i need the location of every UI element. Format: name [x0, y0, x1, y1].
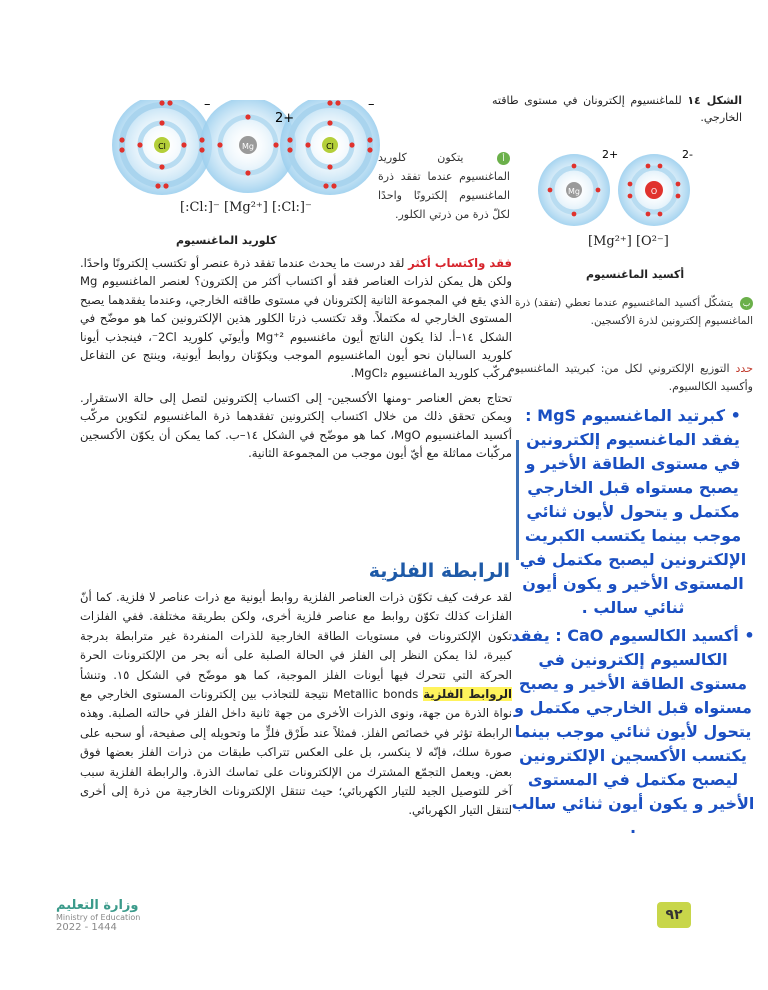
- paragraph: [80, 254, 512, 383]
- handwritten-note: [510, 404, 756, 620]
- bullet-icon: •: [730, 406, 741, 425]
- note-number: ب: [740, 297, 753, 310]
- paragraph-text: لقد درست ما يحدث عندما تفقد ذرة عنصر أو تكتسب إلكترونًا واحدًا. ولكن هل يمكن لذرات العناصر فقد أو اكتساب أكثر من إلكترون؟ لعنصر الماغنسيوم Mg الذي يقع في المجموعة الثانية إلكترونان في مستوى طاقته الخارجي، وعندما يفقدهما يصبح المستوى الخارجي له مكتملاً. وقد تكتسب ذرتا الكلور هذين الإلكترونين كما هو موضّح في الشكل ١٤–أ. لذا يكون الناتج أيون ماغنسيوم Mg⁺² وأيونَي كلوريد 2Cl⁻، فينجذب أيونا كلوريد السالبان نحو أيون الماغنسيوم الموجب ويكوّنان روابط أيونية، وينتج عن التفاعل مركّب كلوريد الماغنسيوم MgCl₂.: [80, 256, 512, 381]
- figure-label: الشكل ١٤: [687, 94, 743, 107]
- atom-symbol: O: [650, 187, 658, 196]
- note-text: أكسيد الكالسيوم CaO : يفقد الكالسيوم إلكترونين في مستوى الطاقة الأخير و يصبح مستواه قبل الخارجي مكتمل و يتحول لأيون ثنائي موجب بينما يكتسب الأكسجين الإلكترونين ليصبح مكتمل في المستوى الأخير و يكون أيون ثنائي سالب .: [511, 626, 755, 837]
- mgo-formula: [Mg²⁺] [O²⁻]: [588, 234, 669, 249]
- handwritten-note: [510, 624, 756, 840]
- note-b-text: يتشكّل أكسيد الماغنسيوم عندما تعطي (تفقد) ذرة الماغنسيوم إلكترونين لذرة الأكسجين.: [515, 297, 753, 327]
- task-verb: حدد: [735, 362, 754, 375]
- figure-note-b: [515, 294, 753, 330]
- handwritten-notes: [510, 404, 756, 840]
- page-number: ٩٢: [657, 902, 691, 928]
- paragraph: تحتاج بعض العناصر -ومنها الأكسجين- إلى اكتساب إلكترونين لتصل إلى حالة الاستقرار. ويمكن تحقق ذلك من خلال اكتساب إلكترونين تفقدهما ذرة الماغنسيوم لتكوين مركّب أكسيد الماغنسيوم MgO، كما هو موضّح في الشكل ١٤–ب. كما يمكن أن يكوّن الأكسجين مركّبات مماثلة مع أيّ أيون موجب من المجموعة الثانية.: [80, 390, 512, 461]
- ministry-logo: [56, 898, 140, 933]
- charge-label: 2+: [602, 148, 619, 161]
- ministry-year: 2022 - 1444: [56, 922, 117, 933]
- charge-label: –: [204, 100, 211, 112]
- paragraph-text: نتيجة للتجاذب بين إلكترونات المستوى الخارجي مع نواة الذرة من جهة، ونوى الذرات الأخرى من جهة ثانية داخل الفلز في حالته الصلبة. وهذه الرابطة تؤثر في خصائص الفلز. فمثلاً عند طَرْق فلزٍّ ما وتحويله إلى صفيحة، أو سحبه على صورة سلك، فإنّه لا ينكسر، بل على العكس تتراكب طبقات من ذرات الفلز بعضها فوق بعض. ويعمل التجمّع المشترك من الإلكترونات على تماسك الذرة. والرابطة الفلزية سبب آخر للتوصيل الجيد للتيار الكهربائي؛ حيث تنتقل الإلكترونات الخارجية من ذرة إلى أخرى لتنقل التيار الكهربائي.: [80, 687, 512, 818]
- bullet-icon: •: [744, 626, 755, 645]
- ministry-name-ar: وزارة التعليم: [56, 898, 139, 913]
- task-text: التوزيع الإلكتروني لكل من: كبريتيد الماغنسيوم وأكسيد الكالسيوم.: [508, 362, 753, 393]
- atom-symbol: Cl: [326, 142, 334, 151]
- magnesium-oxide-diagram: [532, 148, 702, 228]
- section-text: [80, 588, 512, 821]
- term-english: Metallic bonds: [333, 687, 419, 702]
- figure-caption: [492, 92, 742, 126]
- magnesium-chloride-diagram: [100, 100, 400, 210]
- figure-note-a: [378, 148, 510, 224]
- main-text: [80, 254, 512, 468]
- atom-symbol: Cl: [158, 142, 166, 151]
- figure-caption-text: للماغنسيوم إلكترونان في مستوى طاقته الخارجي.: [492, 94, 742, 124]
- mgo-label: أكسيد الماغنسيوم: [586, 268, 685, 281]
- charge-label: 2+: [275, 111, 295, 126]
- atom-symbol: Mg: [242, 142, 254, 151]
- atom-symbol: Mg: [568, 187, 580, 196]
- task-prompt: [508, 360, 753, 396]
- mgcl2-formula: [:Cl:]⁻ [Mg²⁺] [:Cl:]⁻: [180, 200, 312, 215]
- note-a-text: يتكون كلوريد الماغنسيوم عندما تفقد ذرة الماغنسيوم إلكترونًا واحدًا لكلّ ذرة من ذرتي الكلور.: [378, 151, 510, 221]
- paragraph-text: لقد عرفت كيف تكوّن ذرات العناصر الفلزية روابط أيونية مع ذرات عناصر لا فلزية. كما أنّ الفلزات كذلك تكوّن روابط مع عناصر فلزية أخرى، ولكن بطريقة مختلفة. ففي الفلزات تكون الإلكترونات في مستويات الطاقة الخارجية للذرات المنفردة غير مترابطة بدرجة كبيرة، لذا يمكن النظر إلى الفلز في الحالة الصلبة على أنه بحر من الإلكترونات الحرة الحركة التي تتحرك فيها أيونات الفلز الموجبة، كما هو موضّح في الشكل ١٥. وتنشأ: [80, 590, 512, 682]
- note-text: كبرتيد الماغنسيوم MgS : يفقد الماغنسيوم إلكترونين في مستوى الطاقة الأخير و يصبح مستواه قبل الخارجي مكتمل و يتحول لأيون ثنائي موجب بينما يكتسب الكبريت الإلكترونين ليصبح مكتمل في المستوى الأخير و يكون أيون ثنائي سالب .: [519, 406, 747, 617]
- charge-label: 2-: [682, 148, 693, 161]
- note-number: أ: [497, 152, 510, 165]
- ministry-name-en: Ministry of Education: [56, 913, 141, 922]
- highlighted-term: الروابط الفلزية: [423, 687, 512, 702]
- charge-label: –: [368, 100, 375, 112]
- mgcl2-label: كلوريد الماغنسيوم: [176, 234, 277, 247]
- inline-heading: فقد واكتساب أكثر: [408, 256, 513, 270]
- section-title: الرابطة الفلزية: [368, 560, 510, 582]
